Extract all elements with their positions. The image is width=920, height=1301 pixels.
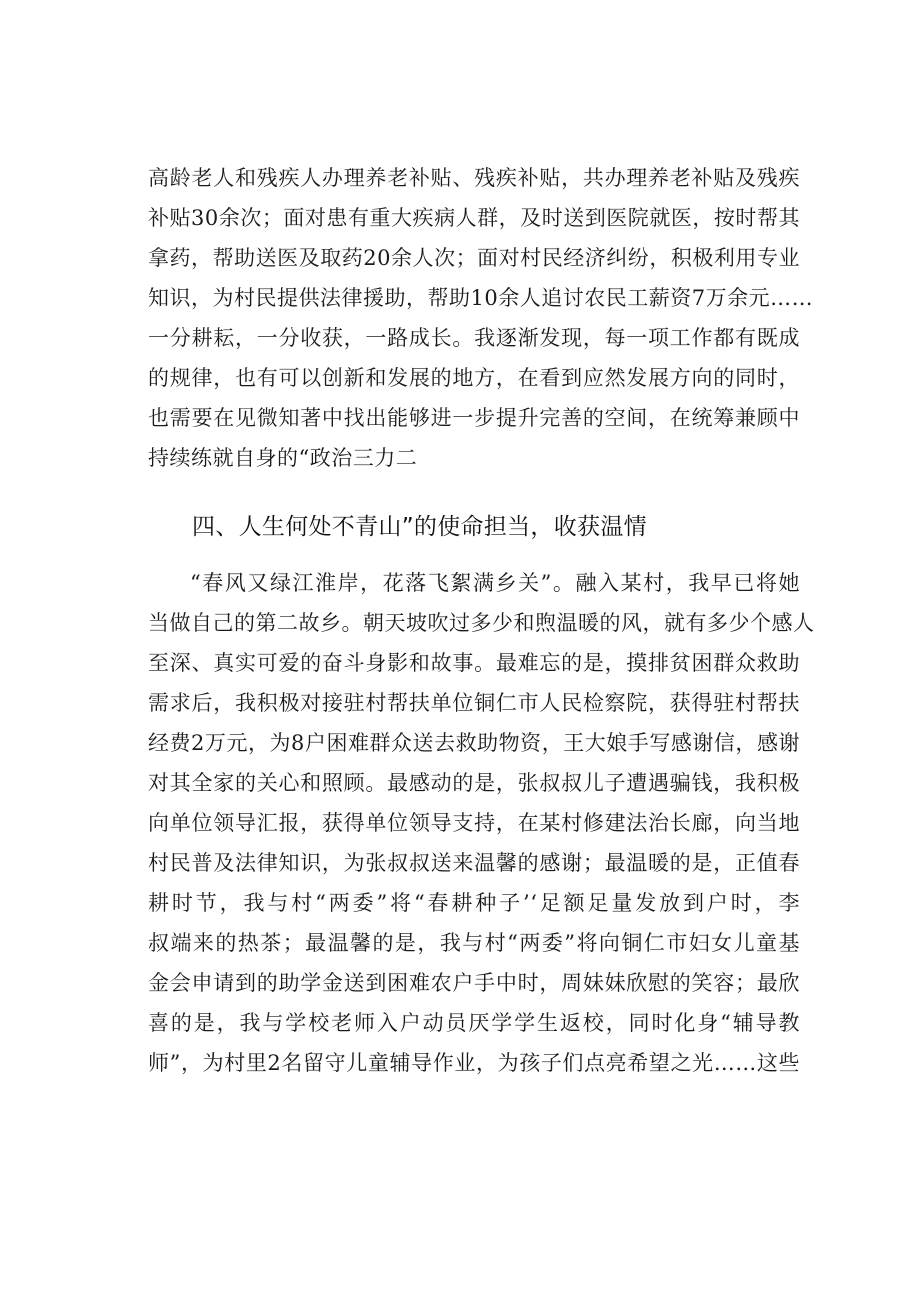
paragraph-line: 喜的是，我与学校老师入户动员厌学学生返校，同时化身“辅导教 — [148, 1011, 800, 1035]
paragraph-line: 补贴30余次；面对患有重大疾病人群，及时送到医院就医，按时帮其 — [148, 206, 800, 230]
paragraph-1 — [148, 158, 814, 478]
paragraph-line: 村民普及法律知识，为张叔叔送来温馨的感谢；最温暖的是，正值春 — [148, 851, 800, 875]
paragraph-2 — [148, 563, 815, 1083]
paragraph-line: 当做自己的第二故乡。朝天坡吹过多少和煦温暖的风，就有多少个感人 — [148, 611, 815, 635]
paragraph-line: 高龄老人和残疾人办理养老补贴、残疾补贴，共办理养老补贴及残疾 — [148, 166, 800, 190]
paragraph-line: 的规律，也有可以创新和发展的地方，在看到应然发展方向的同时， — [148, 366, 800, 390]
paragraph-line: 叔端来的热茶；最温馨的是，我与村“两委”将向铜仁市妇女儿童基 — [148, 931, 800, 955]
paragraph-line: “春风又绿江淮岸，花落飞絮满乡关”。融入某村，我早已将她 — [190, 571, 800, 595]
paragraph-line: 知识，为村民提供法律援助，帮助10余人追讨农民工薪资7万余元…… — [148, 286, 814, 310]
paragraph-line: 耕时节，我与村“两委”将“春耕种子’‘足额足量发放到户时，李 — [148, 891, 800, 915]
paragraph-line: 经费2万元，为8户困难群众送去救助物资，王大娘手写感谢信，感谢 — [148, 731, 800, 755]
paragraph-line: 金会申请到的助学金送到困难农户手中时，周妹妹欣慰的笑容；最欣 — [148, 971, 800, 995]
paragraph-line: 对其全家的关心和照顾。最感动的是，张叔叔儿子遭遇骗钱，我积极 — [148, 771, 800, 795]
paragraph-line: 一分耕耘，一分收获，一路成长。我逐渐发现，每一项工作都有既成 — [148, 326, 800, 350]
paragraph-line: 拿药，帮助送医及取药20余人次；面对村民经济纠纷，积极利用专业 — [148, 246, 800, 270]
paragraph-line: 也需要在见微知著中找出能够进一步提升完善的空间，在统筹兼顾中 — [148, 406, 800, 430]
paragraph-line: 至深、真实可爱的奋斗身影和故事。最难忘的是，摸排贫困群众救助 — [148, 651, 800, 675]
paragraph-line: 需求后，我积极对接驻村帮扶单位铜仁市人民检察院，获得驻村帮扶 — [148, 691, 800, 715]
paragraph-line: 师”，为村里2名留守儿童辅导作业，为孩子们点亮希望之光……这些 — [148, 1051, 800, 1075]
paragraph-line: 持续练就自身的“政治三力二 — [148, 446, 418, 470]
paragraph-line: 向单位领导汇报，获得单位领导支持，在某村修建法治长廊，向当地 — [148, 811, 800, 835]
section-heading: 四、人生何处不青山”的使命担当，收获温情 — [192, 514, 647, 540]
